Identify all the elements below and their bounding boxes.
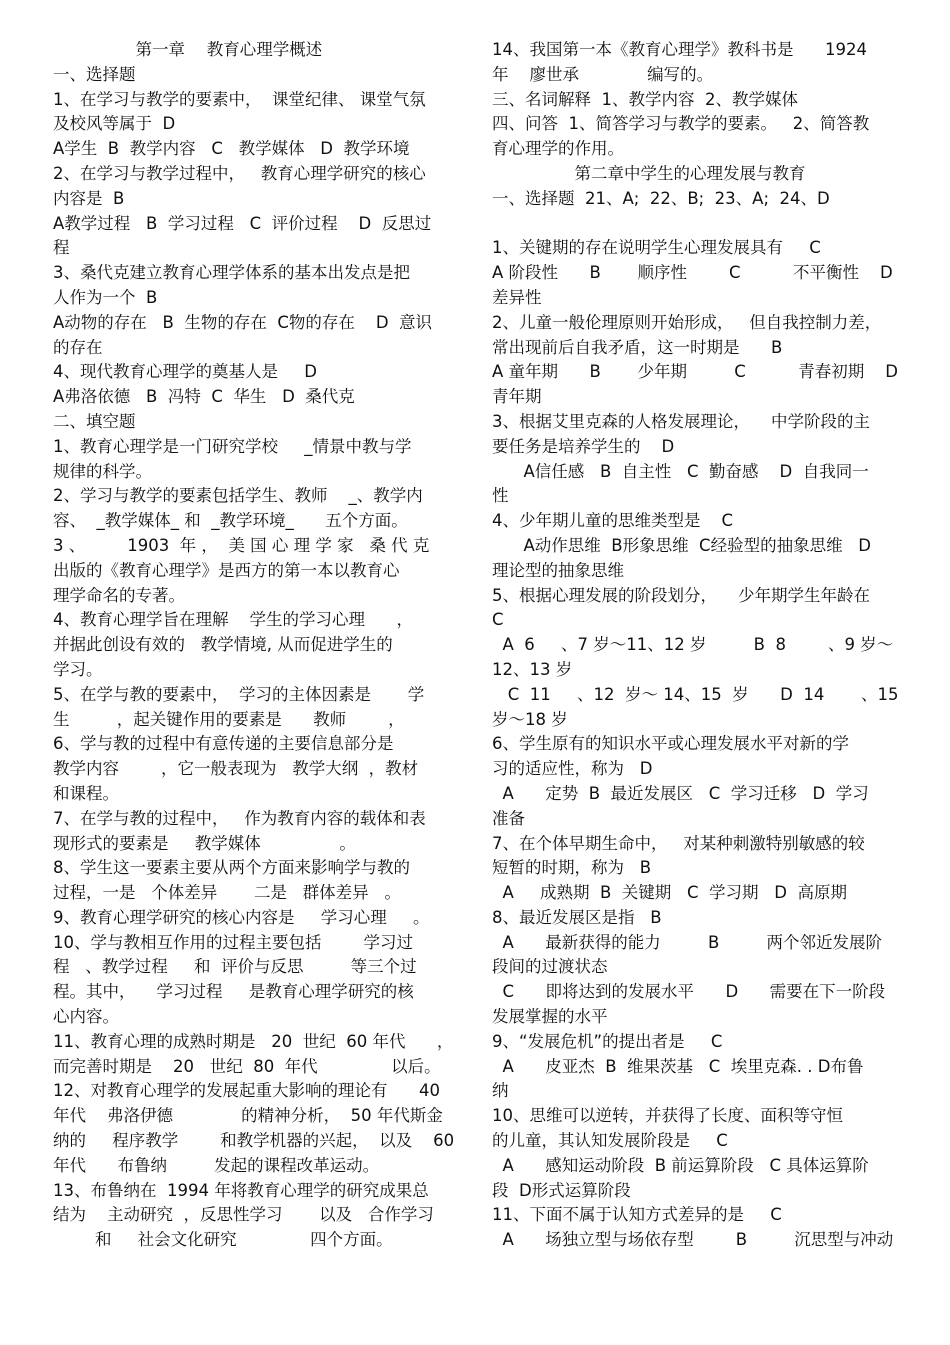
text-line: 6、学生原有的知识水平或心理发展水平对新的学 xyxy=(492,734,849,754)
text-line: 三、名词解释 1、教学内容 2、教学媒体 xyxy=(492,89,798,109)
text-line: 12、13 岁 xyxy=(492,659,573,679)
text-line: 程 xyxy=(53,238,70,258)
text-line: A 定势 B 最近发展区 C 学习迁移 D 学习 xyxy=(492,783,869,803)
text-line: 生 ，起关键作用的要素是 教师 ， xyxy=(53,709,405,729)
text-line: A动作思维 B形象思维 C经验型的抽象思维 D xyxy=(492,535,872,555)
text-line: 1、教育心理学是一门研究学校 _情景中教与学 xyxy=(53,436,412,456)
text-line: 2、在学习与教学过程中， 教育心理学研究的核心 xyxy=(53,163,426,183)
text-line: 内容是 B xyxy=(53,188,125,208)
text-line: 4、教育心理学旨在理解 学生的学习心理 ， xyxy=(53,610,413,630)
text-line: A学生 B 教学内容 C 教学媒体 D 教学环境 xyxy=(53,139,410,159)
text-line: 程。其中， 学习过程 是教育心理学研究的核 xyxy=(53,982,414,1002)
text-line: 发展掌握的水平 xyxy=(492,1007,608,1027)
text-line: 岁～18 岁 xyxy=(492,709,568,729)
text-line: 一、选择题 xyxy=(53,64,136,84)
text-line: A 场独立型与场依存型 B 沉思型与冲动 xyxy=(492,1230,894,1250)
text-line: 段间的过渡状态 xyxy=(492,957,608,977)
text-line: 12、对教育心理学的发展起重大影响的理论有 40 xyxy=(53,1081,440,1101)
text-line: A信任感 B 自主性 C 勤奋感 D 自我同一 xyxy=(492,461,869,481)
text-line: 习的适应性，称为 D xyxy=(492,759,653,779)
text-line: 13、布鲁纳在 1994 年将教育心理学的研究成果总 xyxy=(53,1180,429,1200)
text-line: 现形式的要素是 教学媒体 。 xyxy=(53,833,356,853)
text-line: 纳 xyxy=(492,1081,509,1101)
text-line: A 6 、7 岁～11、12 岁 B 8 、9 岁～ xyxy=(492,635,894,655)
text-line: 差异性 xyxy=(492,287,542,307)
text-line: 和 社会文化研究 四个方面。 xyxy=(53,1230,393,1250)
text-line: A 成熟期 B 关键期 C 学习期 D 高原期 xyxy=(492,883,847,903)
text-line: 结为 主动研究 ，反思性学习 以及 合作学习 xyxy=(53,1205,434,1225)
text-line: 3 、 1903 年 ， 美 国 心 理 学 家 桑 代 克 xyxy=(53,535,430,555)
text-line: 四、问答 1、简答学习与教学的要素。 2、简答教 xyxy=(492,114,870,134)
text-line: 和课程。 xyxy=(53,783,119,803)
text-line: 3、根据艾里克森的人格发展理论， 中学阶段的主 xyxy=(492,411,870,431)
text-line: 常出现前后自我矛盾，这一时期是 B xyxy=(492,337,783,357)
text-line: 育心理学的作用。 xyxy=(492,139,624,159)
text-line: A教学过程 B 学习过程 C 评价过程 D 反思过 xyxy=(53,213,432,233)
text-line: 理学命名的专著。 xyxy=(53,585,185,605)
text-line: 10、思维可以逆转，并获得了长度、面积等守恒 xyxy=(492,1106,843,1126)
text-line: 5、在学与教的要素中， 学习的主体因素是 学 xyxy=(53,684,425,704)
text-line: 7、在学与教的过程中， 作为教育内容的载体和表 xyxy=(53,808,426,828)
text-line: 二、填空题 xyxy=(53,411,136,431)
text-line: 准备 xyxy=(492,808,525,828)
text-line: 出版的《教育心理学》是西方的第一本以教育心 xyxy=(53,560,400,580)
text-line: 短暂的时期，称为 B xyxy=(492,858,652,878)
text-line: 学习。 xyxy=(53,659,103,679)
text-line: A 童年期 B 少年期 C 青春初期 D xyxy=(492,362,898,382)
text-line: C 11 、12 岁～ 14、15 岁 D 14 、15 xyxy=(492,684,899,704)
text-line: 的存在 xyxy=(53,337,103,357)
text-line: 年 廖世承 编写的。 xyxy=(492,64,714,84)
text-line: 的儿童，其认知发展阶段是 C xyxy=(492,1131,728,1151)
text-line: 11、教育心理的成熟时期是 20 世纪 60 年代 ， xyxy=(53,1031,454,1051)
text-line: 程 、教学过程 和 评价与反思 等三个过 xyxy=(53,957,417,977)
text-line: 理论型的抽象思维 xyxy=(492,560,624,580)
text-line: A 皮亚杰 B 维果茨基 C 埃里克森. . D布鲁 xyxy=(492,1056,864,1076)
text-line: 1、关键期的存在说明学生心理发展具有 C xyxy=(492,238,821,258)
text-line: 人作为一个 B xyxy=(53,287,158,307)
text-line: 2、学习与教学的要素包括学生、教师 _、教学内 xyxy=(53,486,423,506)
text-line: 1、在学习与教学的要素中， 课堂纪律、 课堂气氛 xyxy=(53,89,426,109)
text-line: 要任务是培养学生的 D xyxy=(492,436,675,456)
text-line: 年代 弗洛伊德 的精神分析， 50 年代斯金 xyxy=(53,1106,443,1126)
text-line: 过程，一是 个体差异 二是 群体差异 。 xyxy=(53,883,401,903)
text-line: A 感知运动阶段 B 前运算阶段 C 具体运算阶 xyxy=(492,1155,869,1175)
text-line: 5、根据心理发展的阶段划分， 少年期学生年龄在 xyxy=(492,585,870,605)
text-line: 11、下面不属于认知方式差异的是 C xyxy=(492,1205,782,1225)
text-line: 7、在个体早期生命中， 对某种刺激特别敏感的较 xyxy=(492,833,865,853)
text-line xyxy=(492,212,897,237)
text-line: 8、最近发展区是指 B xyxy=(492,907,662,927)
text-line: 年代 布鲁纳 发起的课程改革运动。 xyxy=(53,1155,380,1175)
text-line: 9、“发展危机”的提出者是 C xyxy=(492,1031,723,1051)
text-line: C 即将达到的发展水平 D 需要在下一阶段 xyxy=(492,982,886,1002)
text-line: 第二章中学生的心理发展与教育 xyxy=(492,163,806,183)
text-line: 9、教育心理学研究的核心内容是 学习心理 。 xyxy=(53,907,430,927)
left-column xyxy=(53,38,458,1253)
text-line: 8、学生这一要素主要从两个方面来影响学与教的 xyxy=(53,858,410,878)
text-line: 及校风等属于 D xyxy=(53,114,176,134)
right-column xyxy=(492,38,897,1253)
text-line: 14、我国第一本《教育心理学》教科书是 1924 xyxy=(492,40,867,59)
text-line: 容、 _教学媒体_ 和 _教学环境_ 五个方面。 xyxy=(53,511,408,531)
text-line: 4、少年期儿童的思维类型是 C xyxy=(492,511,733,531)
text-line: 4、现代教育心理学的奠基人是 D xyxy=(53,362,317,382)
text-line: 心内容。 xyxy=(53,1007,119,1027)
text-line: 第一章 教育心理学概述 xyxy=(53,40,323,59)
text-line: A 最新获得的能力 B 两个邻近发展阶 xyxy=(492,932,882,952)
text-line: A 阶段性 B 顺序性 C 不平衡性 D xyxy=(492,263,893,283)
text-line: 规律的科学。 xyxy=(53,461,152,481)
text-line: 纳的 程序教学 和教学机器的兴起， 以及 60 xyxy=(53,1131,455,1151)
text-line: 并据此创设有效的 教学情境, 从而促进学生的 xyxy=(53,635,393,655)
text-line: A动物的存在 B 生物的存在 C物的存在 D 意识 xyxy=(53,312,433,332)
text-line: 10、学与教相互作用的过程主要包括 学习过 xyxy=(53,932,413,952)
text-line: 6、学与教的过程中有意传递的主要信息部分是 xyxy=(53,734,394,754)
text-line: 段 D形式运算阶段 xyxy=(492,1180,631,1200)
text-line: 而完善时期是 20 世纪 80 年代 以后。 xyxy=(53,1056,441,1076)
text-line: 性 xyxy=(492,486,509,506)
text-line: 教学内容 ，它一般表现为 教学大纲 ，教材 xyxy=(53,759,419,779)
text-line: A弗洛依德 B 冯特 C 华生 D 桑代克 xyxy=(53,387,355,407)
text-line: 一、选择题 21、A; 22、B; 23、A; 24、D xyxy=(492,188,830,208)
text-line: 3、桑代克建立教育心理学体系的基本出发点是把 xyxy=(53,263,410,283)
text-line: C xyxy=(492,610,504,630)
text-line: 2、儿童一般伦理原则开始形成， 但自我控制力差， xyxy=(492,312,882,332)
text-line: 青年期 xyxy=(492,387,542,407)
